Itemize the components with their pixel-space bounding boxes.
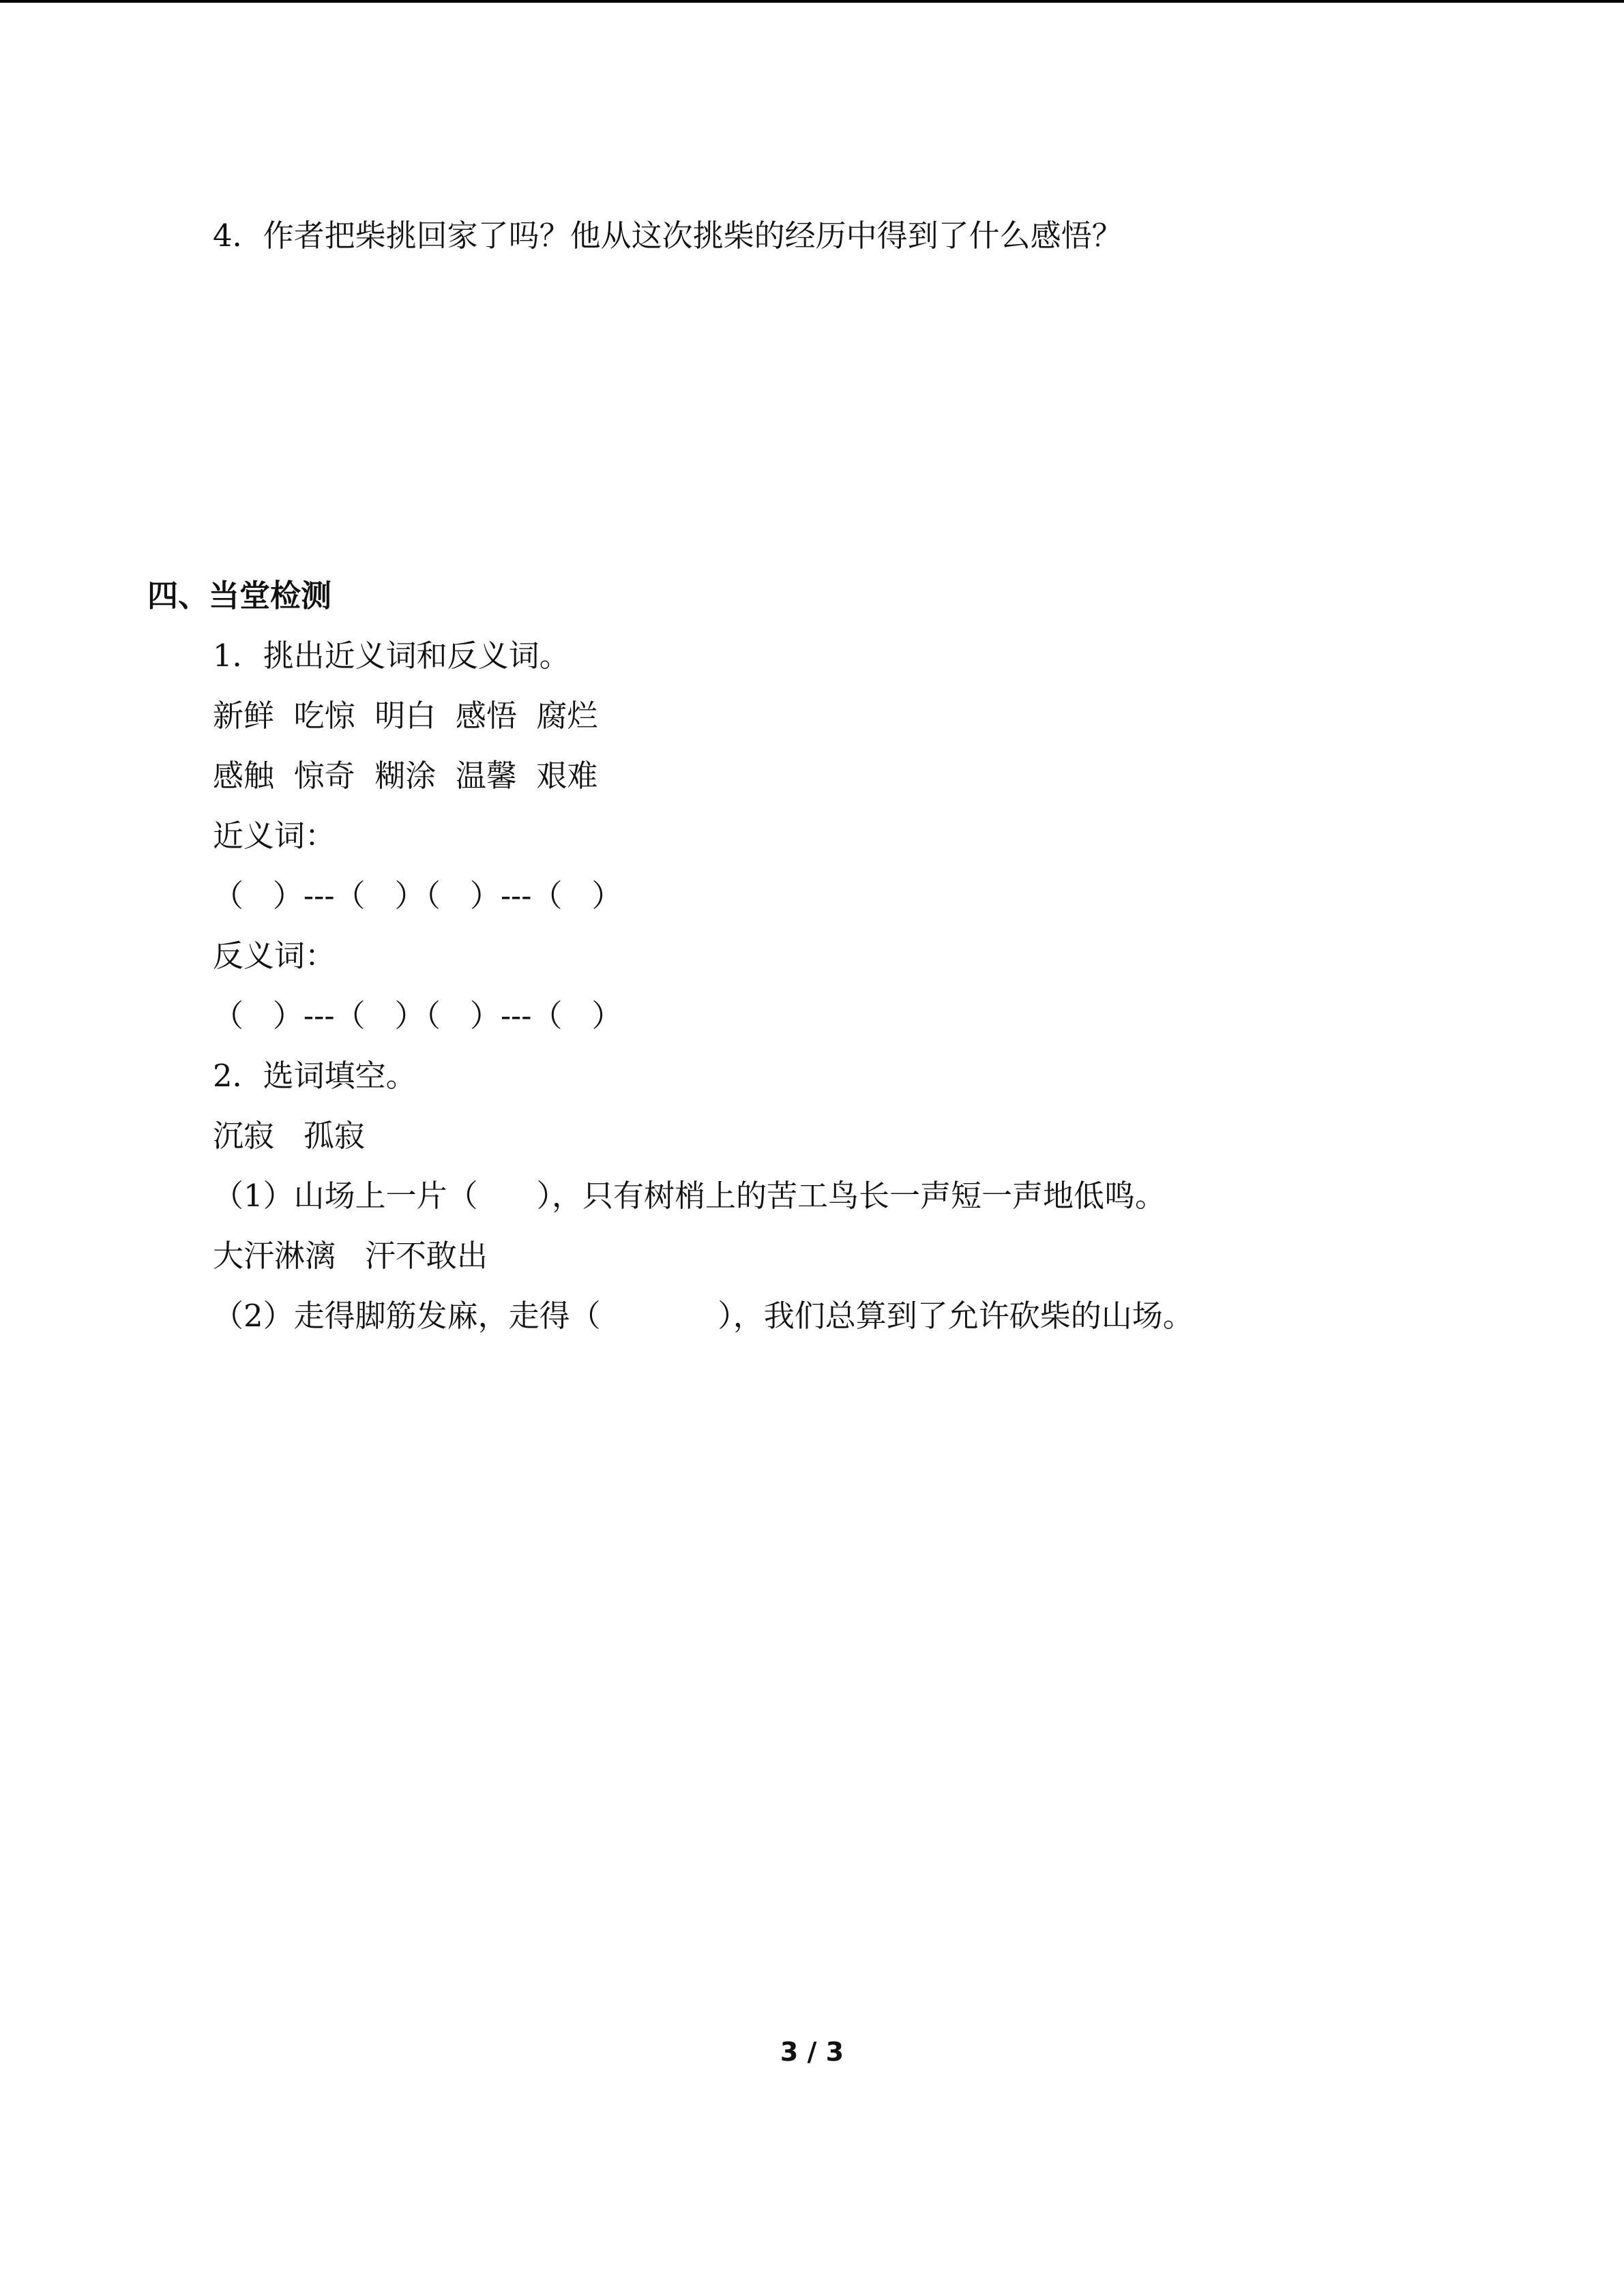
section-heading: 四、当堂检测: [147, 578, 332, 614]
antonym-label: 反义词：: [213, 938, 336, 974]
synonym-label: 近义词：: [213, 818, 336, 854]
page-top-border: [0, 0, 1624, 3]
q1-prompt: 1．挑出近义词和反义词。: [213, 638, 570, 674]
page-number: 3 / 3: [780, 2037, 844, 2067]
synonym-blanks: （ ）---（ ）（ ）---（ ）: [213, 878, 623, 914]
q1-words-row-2: 感触 惊奇 糊涂 温馨 艰难: [213, 758, 598, 794]
antonym-blanks: （ ）---（ ）（ ）---（ ）: [213, 998, 623, 1034]
q1-words-row-1: 新鲜 吃惊 明白 感悟 腐烂: [213, 698, 598, 734]
q2-options-1: 沉寂 孤寂: [213, 1118, 365, 1154]
question-4: 4．作者把柴挑回家了吗？他从这次挑柴的经历中得到了什么感悟？: [213, 218, 1123, 254]
q2-sentence-1: （1）山场上一片（ ），只有树梢上的苦工鸟长一声短一声地低鸣。: [213, 1178, 1166, 1214]
q2-sentence-2: （2）走得脚筋发麻，走得（ ），我们总算到了允许砍柴的山场。: [213, 1298, 1194, 1334]
q2-prompt: 2．选词填空。: [213, 1058, 417, 1094]
q2-options-2: 大汗淋漓 汗不敢出: [213, 1238, 488, 1274]
